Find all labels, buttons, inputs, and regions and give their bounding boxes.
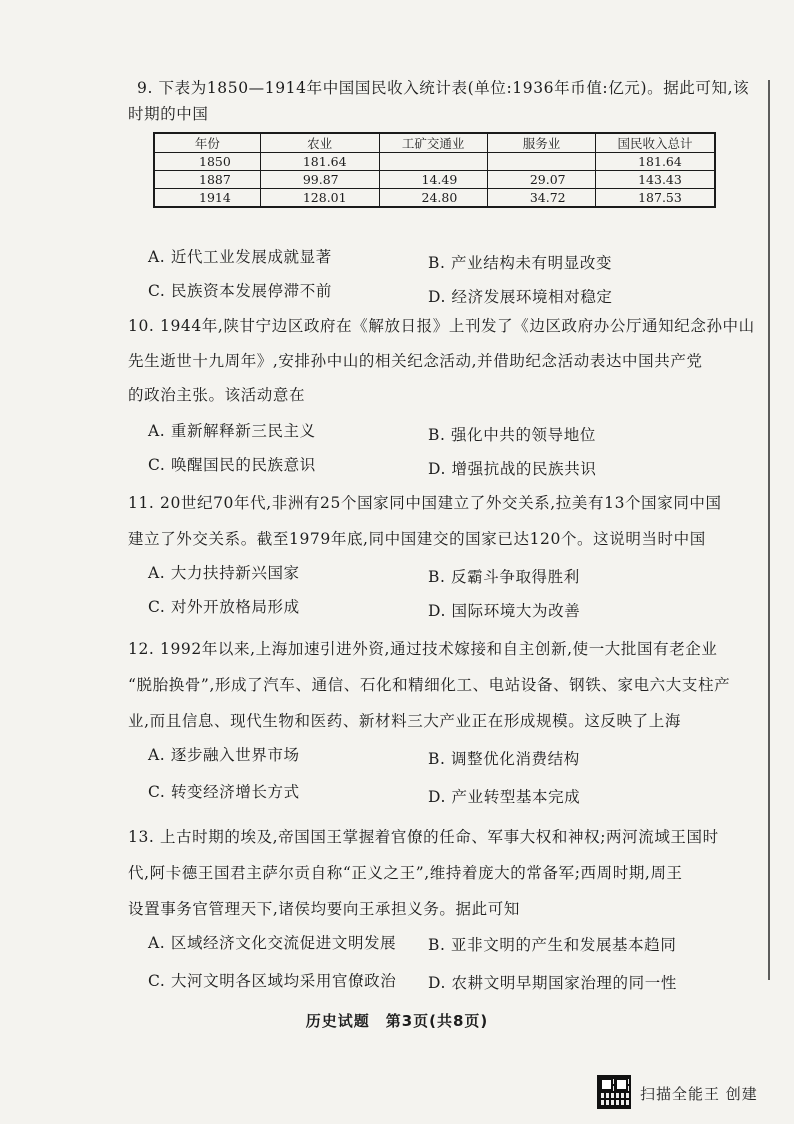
q10-option-d: D. 增强抗战的民族共识 bbox=[428, 460, 597, 478]
q12-option-b: B. 调整优化消费结构 bbox=[428, 750, 580, 768]
margin-rule bbox=[768, 80, 770, 980]
q9-option-c: C. 民族资本发展停滞不前 bbox=[148, 282, 332, 300]
table-header-row bbox=[154, 133, 715, 153]
table-cell bbox=[379, 153, 487, 171]
q11-stem-line2: 建立了外交关系。截至1979年底,同中国建交的国家已达120个。这说明当时中国 bbox=[128, 530, 706, 548]
table-cell: 143.43 bbox=[596, 171, 715, 189]
q13-stem-line1: 13. 上古时期的埃及,帝国国王掌握着官僚的任命、军事大权和神权;两河流域王国时 bbox=[128, 828, 719, 846]
q10-option-b: B. 强化中共的领导地位 bbox=[428, 426, 596, 444]
table-cell: 181.64 bbox=[596, 153, 715, 171]
table-cell: 34.72 bbox=[487, 189, 595, 208]
q11-option-c: C. 对外开放格局形成 bbox=[148, 598, 300, 616]
table-cell: 14.49 bbox=[379, 171, 487, 189]
table-row bbox=[154, 171, 715, 189]
q9-stem-line1: 9. 下表为1850—1914年中国国民收入统计表(单位:1936年币值:亿元)。据此可知,该 bbox=[137, 79, 750, 97]
table-header: 农业 bbox=[260, 133, 379, 153]
table-header: 国民收入总计 bbox=[596, 133, 715, 153]
q11-option-b: B. 反霸斗争取得胜利 bbox=[428, 568, 580, 586]
table-cell: 1887 bbox=[154, 171, 260, 189]
q10-stem-line1: 10. 1944年,陕甘宁边区政府在《解放日报》上刊发了《边区政府办公厅通知纪念孙中山 bbox=[128, 317, 755, 335]
national-income-table bbox=[153, 132, 716, 208]
q9-option-a: A. 近代工业发展成就显著 bbox=[148, 248, 332, 266]
scanner-watermark: 扫描全能王 创建 bbox=[640, 1085, 758, 1103]
q13-option-b: B. 亚非文明的产生和发展基本趋同 bbox=[428, 936, 677, 954]
q13-option-d: D. 农耕文明早期国家治理的同一性 bbox=[428, 974, 677, 992]
table-cell: 99.87 bbox=[260, 171, 379, 189]
q12-stem-line3: 业,而且信息、现代生物和医药、新材料三大产业正在形成规模。这反映了上海 bbox=[128, 712, 681, 730]
table-cell: 1914 bbox=[154, 189, 260, 208]
q9-stem-line2: 时期的中国 bbox=[128, 105, 209, 123]
table-cell: 181.64 bbox=[260, 153, 379, 171]
table-row bbox=[154, 189, 715, 208]
q12-option-c: C. 转变经济增长方式 bbox=[148, 783, 300, 801]
q10-option-c: C. 唤醒国民的民族意识 bbox=[148, 456, 316, 474]
table-cell: 187.53 bbox=[596, 189, 715, 208]
table-row bbox=[154, 153, 715, 171]
table-cell: 128.01 bbox=[260, 189, 379, 208]
qr-code-icon bbox=[597, 1075, 631, 1109]
table-header: 工矿交通业 bbox=[379, 133, 487, 153]
q11-option-d: D. 国际环境大为改善 bbox=[428, 602, 581, 620]
table-cell bbox=[487, 153, 595, 171]
q9-option-d: D. 经济发展环境相对稳定 bbox=[428, 288, 613, 306]
q13-option-c: C. 大河文明各区域均采用官僚政治 bbox=[148, 972, 397, 990]
table-cell: 1850 bbox=[154, 153, 260, 171]
q10-stem-line2: 先生逝世十九周年》,安排孙中山的相关纪念活动,并借助纪念活动表达中国共产党 bbox=[128, 352, 703, 370]
table-header: 年份 bbox=[154, 133, 260, 153]
q12-option-a: A. 逐步融入世界市场 bbox=[148, 746, 300, 764]
q13-stem-line2: 代,阿卡德王国君主萨尔贡自称“正义之王”,维持着庞大的常备军;西周时期,周王 bbox=[128, 864, 683, 882]
q9-option-b: B. 产业结构未有明显改变 bbox=[428, 254, 613, 272]
q13-option-a: A. 区域经济文化交流促进文明发展 bbox=[148, 934, 397, 952]
table-cell: 29.07 bbox=[487, 171, 595, 189]
q13-stem-line3: 设置事务官管理天下,诸侯均要向王承担义务。据此可知 bbox=[128, 900, 520, 918]
q11-option-a: A. 大力扶持新兴国家 bbox=[148, 564, 300, 582]
q12-stem-line2: “脱胎换骨”,形成了汽车、通信、石化和精细化工、电站设备、钢铁、家电六大支柱产 bbox=[128, 676, 731, 694]
page-footer: 历史试题 第3页(共8页) bbox=[305, 1012, 489, 1030]
table-header: 服务业 bbox=[487, 133, 595, 153]
table-cell: 24.80 bbox=[379, 189, 487, 208]
q11-stem-line1: 11. 20世纪70年代,非洲有25个国家同中国建立了外交关系,拉美有13个国家同中国 bbox=[128, 494, 722, 512]
q10-option-a: A. 重新解释新三民主义 bbox=[148, 422, 316, 440]
q10-stem-line3: 的政治主张。该活动意在 bbox=[128, 386, 306, 404]
q12-option-d: D. 产业转型基本完成 bbox=[428, 788, 581, 806]
q12-stem-line1: 12. 1992年以来,上海加速引进外资,通过技术嫁接和自主创新,使一大批国有老企业 bbox=[128, 640, 718, 658]
